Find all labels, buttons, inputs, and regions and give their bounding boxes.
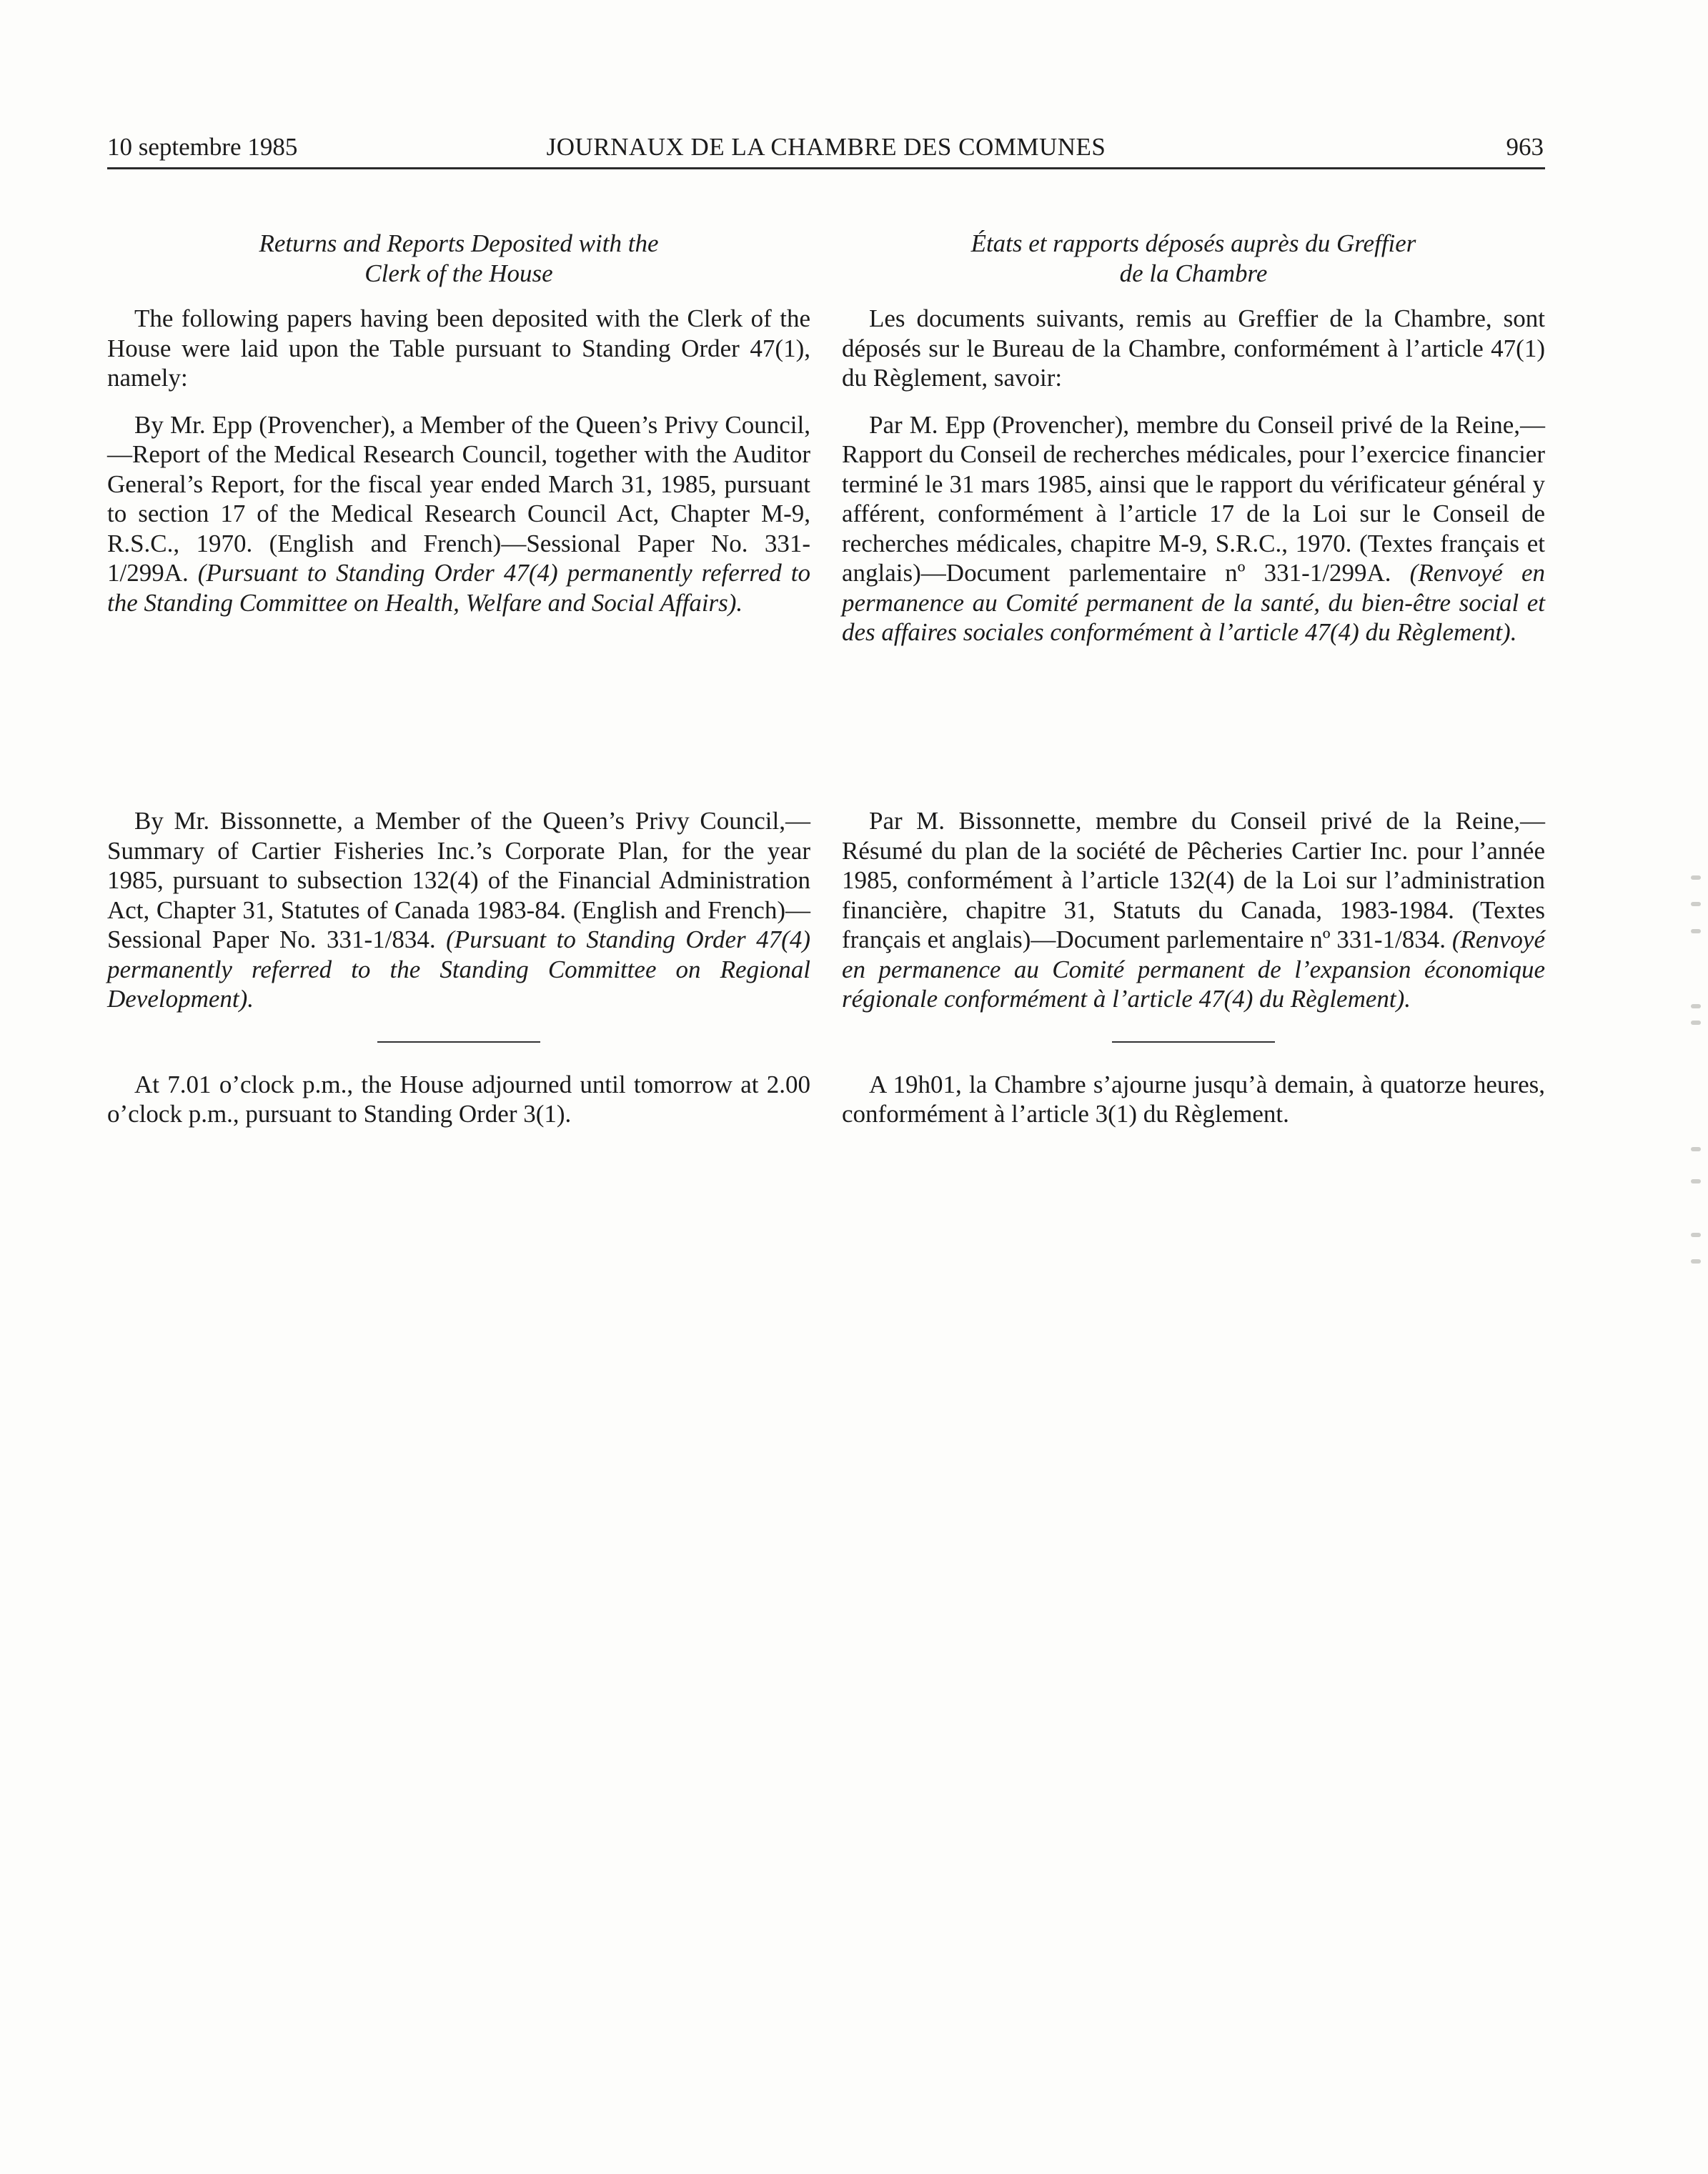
english-column bbox=[107, 229, 810, 1129]
returns-section bbox=[107, 229, 810, 729]
paper-item-1-referral: (Renvoyé en permanence au Comité permanent de la santé, du bien-être social et des affaires sociales conformément à l’article 47(4) du Règlement). bbox=[842, 559, 1545, 646]
paper-item-1-referral: (Pursuant to Standing Order 47(4) permanently referred to the Standing Committee on Health, Welfare and Social Affairs). bbox=[107, 559, 810, 617]
heading-line-1: États et rapports déposés auprès du Greffier bbox=[970, 229, 1416, 257]
etats-section bbox=[842, 229, 1545, 729]
scan-speck bbox=[1691, 1147, 1701, 1151]
scan-speck bbox=[1691, 902, 1701, 906]
scan-speck bbox=[1691, 1021, 1701, 1025]
paper-item-2-text: By Mr. Bissonnette, a Member of the Queen’s Privy Council,—Summary of Cartier Fisheries Inc.’s Corporate Plan, for the year 1985, pursuant to subsection 132(4) of the Financial Administration Act, Chapter 31, Statutes of Canada 1983-84. (English and French)—Sessional Paper No. 331-1/834. bbox=[107, 807, 810, 953]
paper-item-2-text: Par M. Bissonnette, membre du Conseil privé de la Reine,—Résumé du plan de la société de Pêcheries Cartier Inc. pour l’année 1985, conformément à l’article 132(4) de la Loi sur l’administration financière, chapitre 31, Statuts du Canada, 1983-1984. (Textes français et anglais)—Document parlementaire nº 331-1/834. bbox=[842, 807, 1545, 953]
intro-paragraph: Les documents suivants, remis au Greffier de la Chambre, sont déposés sur le Bureau de la Chambre, conformément à l’article 47(1) du Règlement, savoir: bbox=[842, 304, 1545, 392]
scan-speck bbox=[1691, 1004, 1701, 1008]
paper-item-2 bbox=[107, 806, 810, 1014]
scan-speck bbox=[1691, 1259, 1701, 1264]
adjournment-paragraph: At 7.01 o’clock p.m., the House adjourned until tomorrow at 2.00 o’clock p.m., pursuant to Standing Order 3(1). bbox=[107, 1070, 810, 1128]
scan-speck bbox=[1691, 1233, 1701, 1237]
scan-speck bbox=[1691, 1179, 1701, 1183]
heading-line-1: Returns and Reports Deposited with the bbox=[259, 229, 659, 257]
intro-paragraph: The following papers having been deposited with the Clerk of the House were laid upon the Table pursuant to Standing Order 47(1), namely: bbox=[107, 304, 810, 392]
paper-item-1-text: Par M. Epp (Provencher), membre du Conseil privé de la Reine,—Rapport du Conseil de recherches médicales, pour l’exercice financier terminé le 31 mars 1985, ainsi que le rapport du vérificateur général y afférent, conformément à l’article 17 de la Loi sur le Conseil de recherches médicales, chapitre M-9, S.R.C., 1970. (Textes français et anglais)—Document parlementaire nº 331-1/299A. bbox=[842, 410, 1545, 587]
divider-rule bbox=[377, 1041, 540, 1043]
spacer bbox=[107, 729, 810, 806]
paper-item-1-text: By Mr. Epp (Provencher), a Member of the Queen’s Privy Council,—Report of the Medical Research Council, together with the Auditor General’s Report, for the fiscal year ended March 31, 1985, pursuant to section 17 of the Medical Research Council Act, Chapter M-9, R.S.C., 1970. (English and French)—Sessional Paper No. 331-1/299A. bbox=[107, 410, 810, 587]
header-title: JOURNAUX DE LA CHAMBRE DES COMMUNES bbox=[546, 133, 1106, 161]
page-number: 963 bbox=[1506, 133, 1544, 161]
header-date: 10 septembre 1985 bbox=[107, 133, 298, 161]
heading-line-2: Clerk of the House bbox=[364, 259, 553, 287]
paper-item-1 bbox=[107, 410, 810, 618]
adjournment-paragraph: A 19h01, la Chambre s’ajourne jusqu’à demain, à quatorze heures, conformément à l’article 3(1) du Règlement. bbox=[842, 1070, 1545, 1128]
spacer bbox=[842, 729, 1545, 806]
paper-item-2 bbox=[842, 806, 1545, 1014]
paper-item-2-referral: (Pursuant to Standing Order 47(4) permanently referred to the Standing Committee on Regional Development). bbox=[107, 925, 810, 1013]
heading-line-2: de la Chambre bbox=[1119, 259, 1268, 287]
scan-speck bbox=[1691, 929, 1701, 933]
paper-item-1 bbox=[842, 410, 1545, 647]
section-heading bbox=[842, 229, 1545, 288]
french-column bbox=[842, 229, 1545, 1129]
scan-speck bbox=[1691, 875, 1701, 880]
divider-rule bbox=[1112, 1041, 1275, 1043]
page-header bbox=[107, 129, 1545, 169]
paper-item-2-referral: (Renvoyé en permanence au Comité permanent de l’expansion économique régionale conformément à l’article 47(4) du Règlement). bbox=[842, 925, 1545, 1013]
section-heading bbox=[107, 229, 810, 288]
